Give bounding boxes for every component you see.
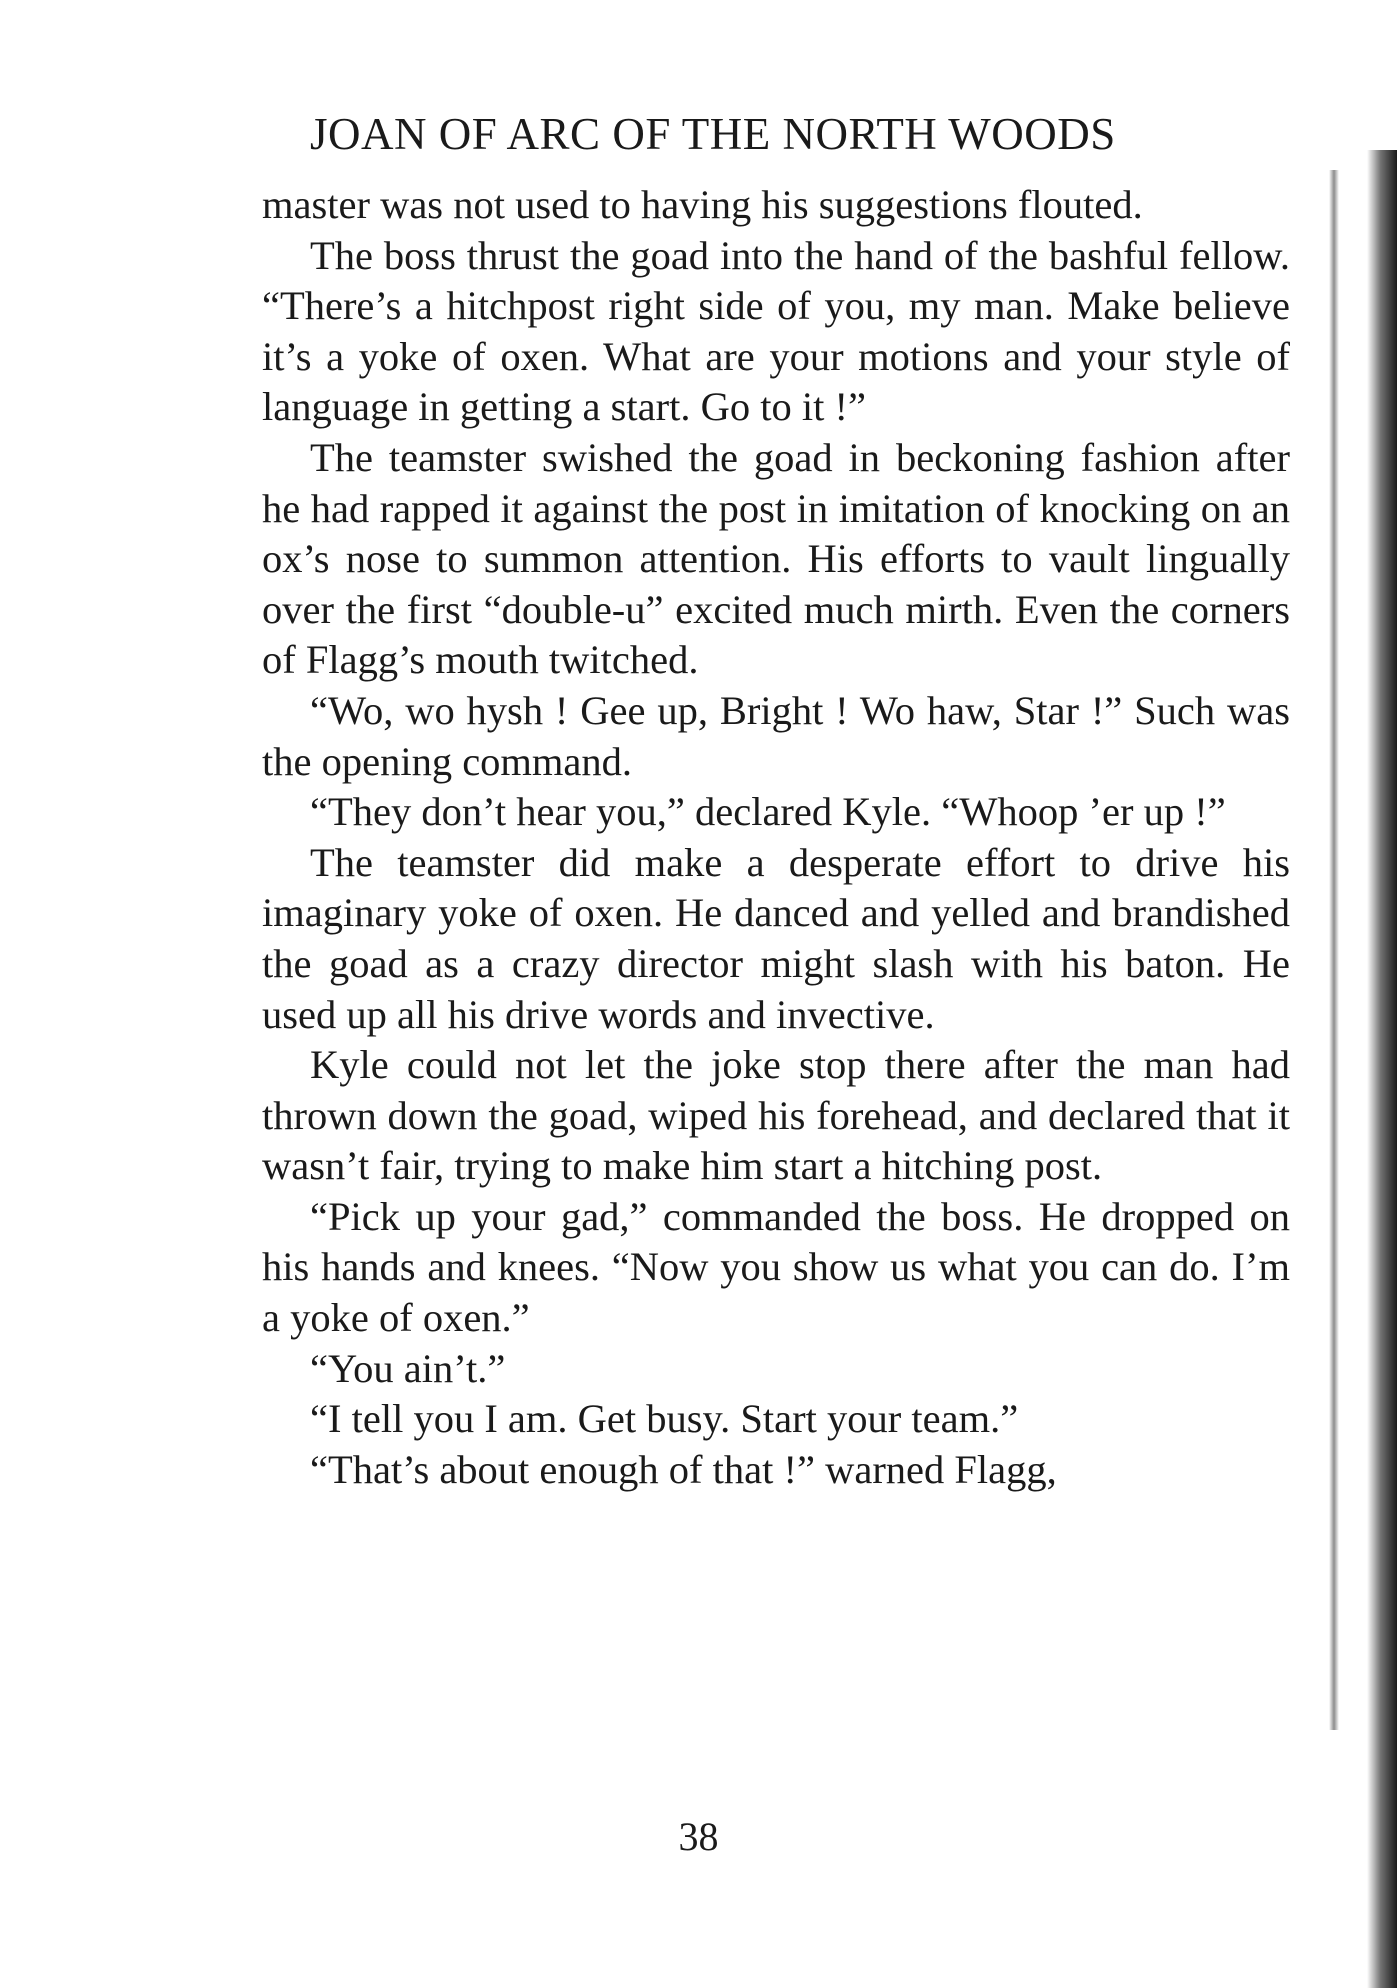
paragraph: “You ain’t.” bbox=[310, 1345, 506, 1391]
paragraph: Kyle could not let the joke stop there after the man had thrown down the goad, wiped his forehead, and declared that it wasn’t fair, trying to make him start a hitching post. bbox=[262, 1042, 1290, 1189]
paragraph: The teamster swished the goad in beckoning fashion after he had rapped it against the post in imitation of knocking on an ox’s nose to summon attention. His efforts to vault lingually over the first “double-u” excited much mirth. Even the corners of Flagg’s mouth twitched. bbox=[262, 434, 1290, 683]
paragraph: “Pick up your gad,” commanded the boss. He dropped on his hands and knees. “Now you show us what you can do. I’m a yoke of oxen.” bbox=[262, 1193, 1290, 1341]
paragraph: “That’s about enough of that !” warned Flagg, bbox=[310, 1446, 1057, 1492]
page-number: 38 bbox=[678, 1814, 719, 1859]
body-text bbox=[262, 180, 1290, 1495]
page-edge-shadow bbox=[1367, 150, 1397, 1988]
page-gutter-shadow bbox=[1329, 170, 1339, 1730]
paragraph: “Wo, wo hysh ! Gee up, Bright ! Wo haw, Star !” Such was the opening command. bbox=[262, 687, 1290, 784]
paragraph: The boss thrust the goad into the hand of the bashful fellow. “There’s a hitchpost right side of you, my man. Make believe it’s a yoke of oxen. What are your motions and your style of language in getting a start. Go to it !” bbox=[262, 232, 1290, 430]
paragraph: “I tell you I am. Get busy. Start your team.” bbox=[310, 1396, 1019, 1442]
paragraph: master was not used to having his suggestions flouted. bbox=[262, 182, 1143, 227]
running-head: JOAN OF ARC OF THE NORTH WOODS bbox=[310, 109, 1116, 159]
paragraph: “They don’t hear you,” declared Kyle. “Whoop ’er up !” bbox=[310, 789, 1226, 835]
paragraph: The teamster did make a desperate effort to drive his imaginary yoke of oxen. He danced and yelled and brandished the goad as a crazy director might slash with his baton. He used up all his drive words and invective. bbox=[262, 839, 1290, 1037]
